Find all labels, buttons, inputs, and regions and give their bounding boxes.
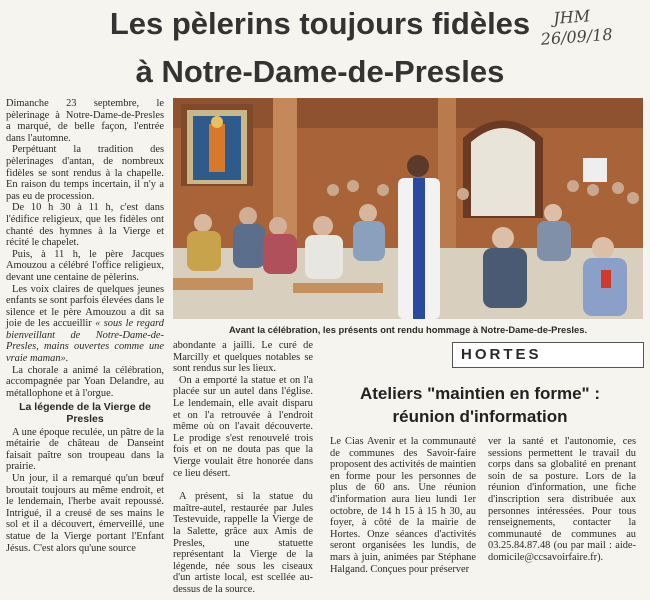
paragraph: abondante a jailli. Le curé de Marcilly et quelques notables se sont rendus sur les lieux. xyxy=(173,340,313,375)
hortes-column-2 xyxy=(488,436,636,564)
headline-line-1: Les pèlerins toujours fidèles xyxy=(109,6,531,41)
paragraph: ver la santé et l'autonomie, ces sessions permettent le travail du corps dans sa globalité en prenant soin de sa posture. Lors de la réunion d'information, une fiche d'inscription sera distribuée aux personnes intéressées. Pour tous renseignements, contacter la communauté de communes au 03.25.84.87.48 (ou par mail : aide-domicile@ccsavoirfaire.fr). xyxy=(488,436,636,563)
handwritten-source: JHM xyxy=(552,6,591,28)
paragraph: La chorale a animé la célébration, accompagnée par Yoan Delandre, au métallophone et à l'orgue. xyxy=(6,364,164,399)
hortes-column-1 xyxy=(330,436,476,575)
paragraph: Puis, à 11 h, le père Jacques Amouzou a célébré l'office religieux, devant une centaine de pèlerins. xyxy=(6,248,164,283)
article-column-2 xyxy=(173,340,313,595)
handwritten-annotation xyxy=(539,2,650,49)
handwritten-date: 26/09/18 xyxy=(540,24,614,49)
hortes-title xyxy=(330,382,630,428)
paragraph: On a emporté la statue et on l'a placée sur un autel dans l'église. Le lendemain, elle avait disparu et on l'a retrouvée à l'endroit même où on l'avait découverte. Le prodige s'est renouvelé trois fois et on ne douta pas que la Vierge voulait être honorée dans ce lieu désert. xyxy=(173,374,313,479)
paragraph: De 10 h 30 à 11 h, c'est dans l'édifice religieux, que les fidèles ont chanté des hymnes à la Vierge et récité le chapelet. xyxy=(6,202,164,249)
hortes-title-line-1: Ateliers "maintien en forme" : xyxy=(359,384,600,403)
paragraph: Perpétuant la tradition des pèlerinages d'antan, de nombreux fidèles se sont rendus à la chapelle. En raison du temps incertain, il n'y a pas eu de procession. xyxy=(6,144,164,202)
paragraph: Un jour, il a remarqué qu'un bœuf broutait toujours au même endroit, et le lendemain, l'herbe avait repoussé. Intrigué, il a creusé de ses mains le sol et il a découvert, émerveillé, une statue de la Vierge portant l'Enfant Jésus. C'est alors qu'une source xyxy=(6,473,164,554)
photo-caption: Avant la célébration, les présents ont rendu hommage à Notre-Dame-de-Presles. xyxy=(228,324,588,335)
paragraph: Le Cias Avenir et la communauté de communes des Savoir-faire proposent des activités de maintien en forme pour les personnes de plus de 60 ans. Une réunion d'information aura lieu lundi 1er octobre, de 14 h 15 à 15 h 30, au foyer, à côté de la mairie de Hortes. Onze séances d'activités seront organisées les lundis, de mars à juin, animées par Stéphane Halgand. Conçues pour préserver xyxy=(330,436,477,575)
paragraph xyxy=(6,284,164,365)
subheading: La légende de la Vierge de Presles xyxy=(19,401,151,426)
section-label-hortes: HORTES xyxy=(452,342,644,368)
paragraph: Dimanche 23 septembre, le pèlerinage à Notre-Dame-de-Presles a marqué, de belle façon, l'entrée dans l'automne. xyxy=(6,98,164,144)
hortes-title-line-2: réunion d'information xyxy=(392,407,568,426)
paragraph-text: Les voix claires de quelques jeunes enfants se sont parfois élevées dans le silence et le père Amouzou a dit sa joie de les accueillir xyxy=(6,283,164,330)
quote: « sous le regard bienveillant de Notre-Dame-de-Presles, mains ouvertes comme une vraie maman». xyxy=(6,318,164,365)
church-interior-photo xyxy=(173,98,643,319)
paragraph: A présent, si la statue du maître-autel, restaurée par Jules Testevuide, rappelle la Vierge de la Salette, grâce aux Amis de Presles, une statuette représentant la Vierge de la légende, née sous les ciseaux d'un artiste local, est scellée au-dessus de la source. xyxy=(173,491,313,595)
paragraph: A une époque reculée, un pâtre de la métairie de château de Danseint faisait paître son troupeau dans la prairie. xyxy=(6,426,164,473)
article-column-1 xyxy=(6,98,164,554)
photo-illustration xyxy=(173,98,643,319)
headline-line-2: à Notre-Dame-de-Presles xyxy=(135,54,505,89)
